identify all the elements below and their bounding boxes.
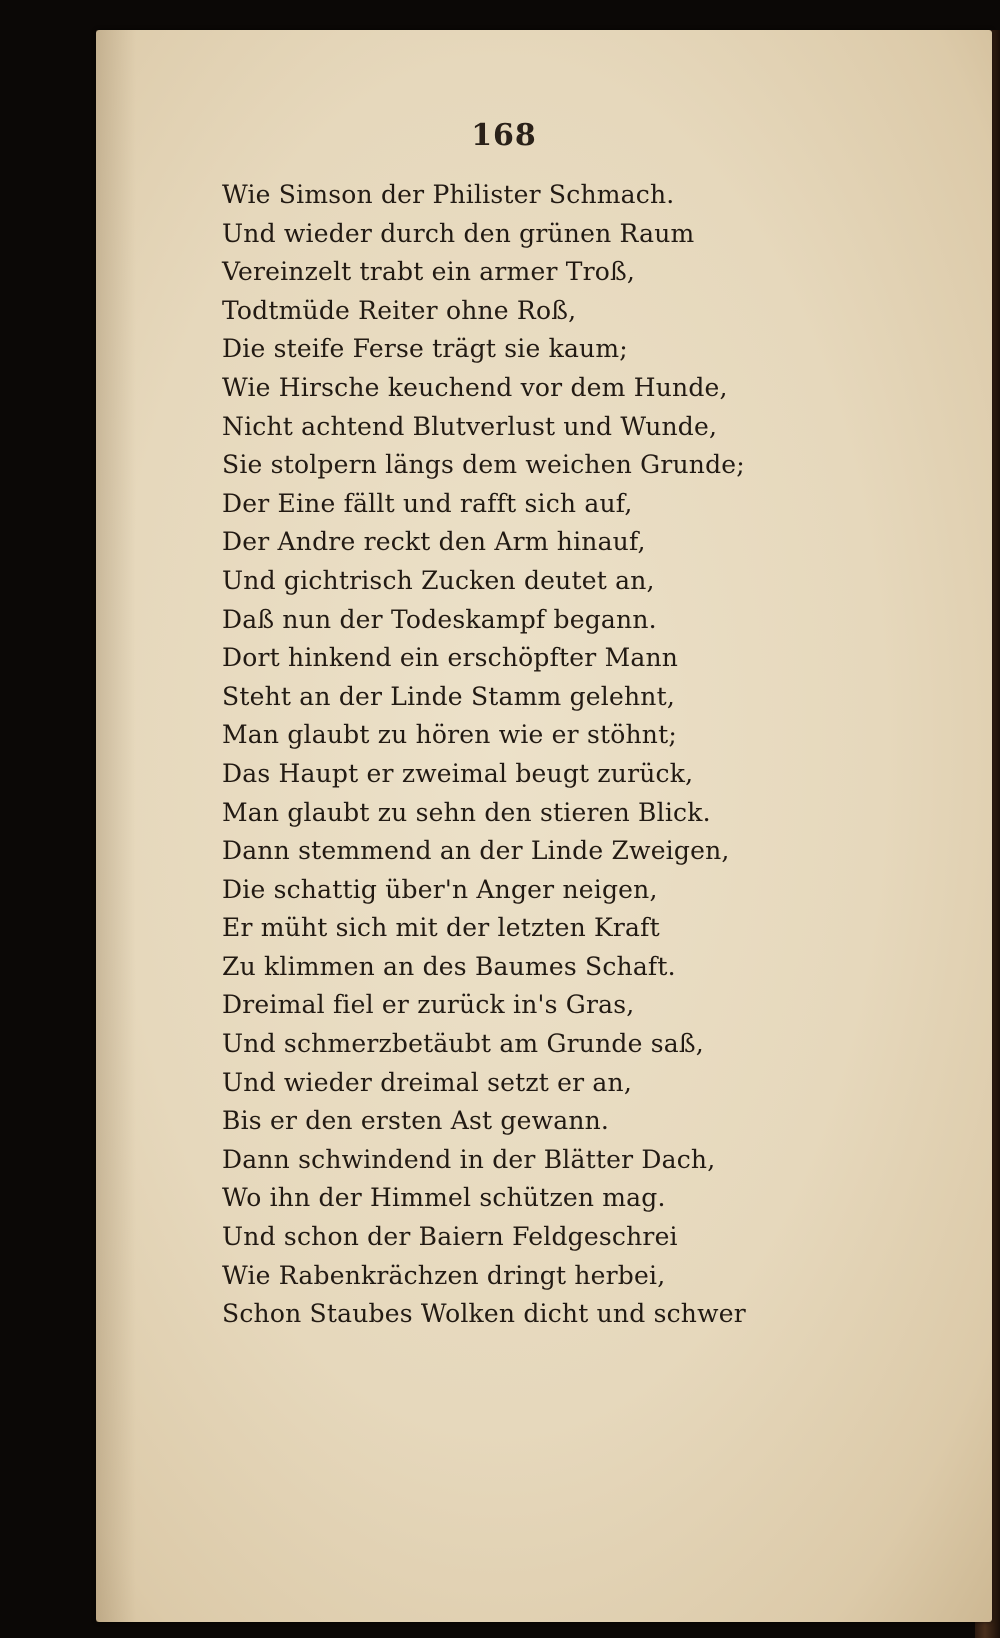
page-number: 168 — [471, 118, 537, 153]
poem-line: Und wieder durch den grünen Raum — [222, 218, 695, 248]
poem-line: Man glaubt zu hören wie er stöhnt; — [222, 720, 677, 750]
poem-line: Zu klimmen an des Baumes Schaft. — [222, 951, 676, 981]
poem-line: Wie Rabenkrächzen dringt herbei, — [222, 1260, 666, 1290]
poem-line: Der Andre reckt den Arm hinauf, — [222, 527, 646, 557]
poem-line: Der Eine fällt und rafft sich auf, — [222, 488, 633, 518]
poem-text — [222, 176, 746, 1334]
poem-line: Schon Staubes Wolken dicht und schwer — [222, 1299, 746, 1329]
poem-line: Und gichtrisch Zucken deutet an, — [222, 565, 655, 595]
poem-line: Die steife Ferse trägt sie kaum; — [222, 334, 628, 364]
poem-line: Wie Hirsche keuchend vor dem Hunde, — [222, 372, 728, 402]
poem-line: Dann stemmend an der Linde Zweigen, — [222, 836, 730, 866]
poem-line: Dann schwindend in der Blätter Dach, — [222, 1144, 716, 1174]
poem-line: Steht an der Linde Stamm gelehnt, — [222, 681, 675, 711]
poem-line: Bis er den ersten Ast gewann. — [222, 1106, 610, 1136]
poem-line: Todtmüde Reiter ohne Roß, — [222, 295, 577, 325]
poem-line: Wo ihn der Himmel schützen mag. — [222, 1183, 666, 1213]
poem-line: Daß nun der Todeskampf begann. — [222, 604, 657, 634]
poem-line: Und schmerzbetäubt am Grunde saß, — [222, 1029, 704, 1059]
poem-line: Er müht sich mit der letzten Kraft — [222, 913, 660, 943]
poem-line: Die schattig über'n Anger neigen, — [222, 874, 658, 904]
poem-line: Und wieder dreimal setzt er an, — [222, 1067, 632, 1097]
poem-line: Wie Simson der Philister Schmach. — [222, 180, 675, 209]
poem-line: Und schon der Baiern Feldgeschrei — [222, 1222, 678, 1252]
poem-line: Sie stolpern längs dem weichen Grunde; — [222, 450, 745, 480]
poem-line: Man glaubt zu sehn den stieren Blick. — [222, 797, 711, 827]
poem-line: Dort hinkend ein erschöpfter Mann — [222, 643, 679, 673]
poem-line: Das Haupt er zweimal beugt zurück, — [222, 758, 694, 788]
poem-line: Vereinzelt trabt ein armer Troß, — [222, 257, 636, 287]
poem-line: Dreimal fiel er zurück in's Gras, — [222, 990, 635, 1020]
poem-line: Nicht achtend Blutverlust und Wunde, — [222, 411, 718, 441]
